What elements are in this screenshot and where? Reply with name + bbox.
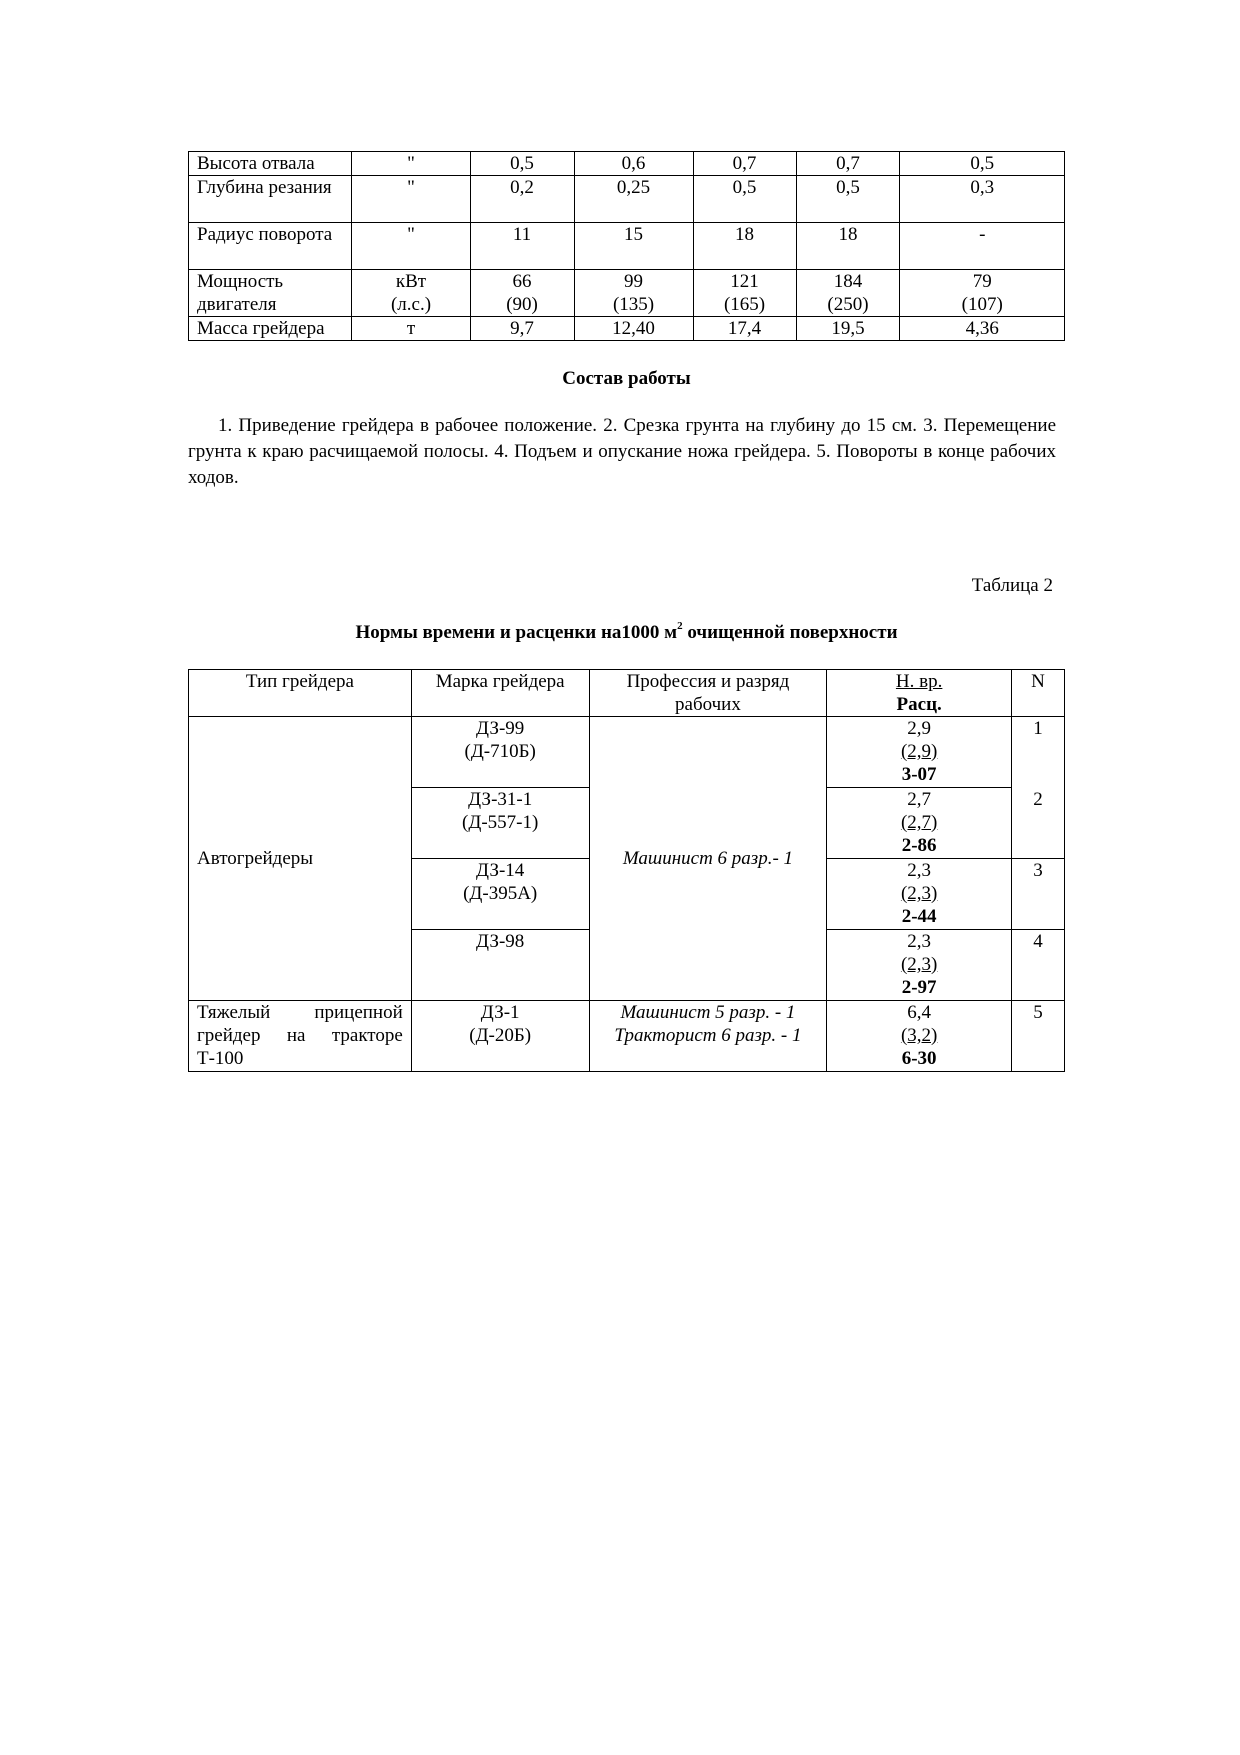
nvr-value: 2,7 (907, 789, 932, 810)
rasc-value: 3-07 (901, 764, 937, 785)
norm-cell (827, 717, 1012, 788)
param-unit: " (352, 176, 470, 223)
row-number: 2 (1012, 788, 1065, 859)
param-value: 0,2 (470, 176, 574, 223)
nvr-value: 2,3 (907, 931, 932, 952)
unit-line: кВт (395, 271, 427, 292)
brand-line: ДЗ-99 (476, 718, 525, 739)
table-row (189, 270, 1065, 317)
param-value: 0,25 (574, 176, 693, 223)
value-line: (165) (723, 294, 766, 315)
header-brand: Марка грейдера (411, 670, 589, 717)
rasc-value: 2-86 (901, 835, 937, 856)
work-heading: Состав работы (562, 368, 691, 389)
brand-line: ДЗ-1 (480, 1002, 520, 1023)
grader-type: Тяжелый прицепной грейдер на тракторе Т-100 (189, 1001, 412, 1072)
param-value: 0,7 (693, 152, 796, 176)
brand-line: (Д-710Б) (464, 741, 536, 762)
norms-table (188, 669, 1065, 1072)
grader-brand (411, 859, 589, 930)
table-number-label: Таблица 2 (971, 575, 1053, 596)
grader-brand (411, 717, 589, 788)
norms-heading-sup: 2 (677, 620, 683, 632)
table-row (189, 1001, 1065, 1072)
brand-line: ДЗ-98 (476, 931, 525, 952)
nvr-value-2: (2,9) (900, 741, 938, 762)
row-number: 5 (1012, 1001, 1065, 1072)
grader-brand (411, 930, 589, 1001)
param-unit: т (352, 317, 470, 341)
param-value: 0,5 (900, 152, 1065, 176)
profession-line: Тракторист 6 разр. - 1 (614, 1025, 802, 1046)
param-value (470, 270, 574, 317)
brand-line: ДЗ-14 (476, 860, 525, 881)
nvr-value-2: (2,3) (900, 883, 938, 904)
nvr-value-2: (2,7) (900, 812, 938, 833)
spec-table (188, 151, 1065, 341)
norms-heading (188, 622, 1065, 644)
header-nvr: Н. вр. (895, 671, 943, 692)
row-number: 3 (1012, 859, 1065, 930)
param-value (693, 270, 796, 317)
header-n: N (1012, 670, 1065, 717)
profession (589, 1001, 827, 1072)
brand-line: (Д-395А) (463, 883, 538, 904)
value-line: (250) (827, 294, 869, 315)
brand-line: ДЗ-31-1 (468, 789, 533, 810)
param-value: 0,5 (470, 152, 574, 176)
param-value: 0,5 (693, 176, 796, 223)
value-line: 79 (972, 271, 992, 292)
table-row (189, 223, 1065, 270)
param-unit: " (352, 223, 470, 270)
nvr-value: 6,4 (907, 1002, 932, 1023)
rasc-value: 2-44 (901, 906, 937, 927)
norm-cell (827, 930, 1012, 1001)
table-row (189, 176, 1065, 223)
norm-cell (827, 1001, 1012, 1072)
header-type: Тип грейдера (189, 670, 412, 717)
table-row (189, 317, 1065, 341)
param-unit (352, 270, 470, 317)
nvr-value: 2,9 (907, 718, 932, 739)
param-value: 19,5 (796, 317, 900, 341)
param-label: Глубина резания (189, 176, 352, 223)
param-value: 0,7 (796, 152, 900, 176)
param-value: 17,4 (693, 317, 796, 341)
row-number: 1 (1012, 717, 1065, 788)
param-value (900, 270, 1065, 317)
param-value: 15 (574, 223, 693, 270)
rasc-value: 6-30 (901, 1048, 937, 1069)
header-profession: Профессия и разряд рабочих (589, 670, 827, 717)
unit-line: (л.с.) (390, 294, 432, 315)
grader-type: Автогрейдеры (189, 717, 412, 1001)
value-line: 99 (624, 271, 644, 292)
param-value: 11 (470, 223, 574, 270)
value-line: (107) (961, 294, 1003, 315)
nvr-value: 2,3 (907, 860, 932, 881)
value-line: (135) (612, 294, 655, 315)
param-label: Высота отвала (189, 152, 352, 176)
norms-heading-text: Нормы времени и расценки на1000 м (355, 622, 678, 643)
table-row (189, 717, 1065, 788)
param-value: 0,3 (900, 176, 1065, 223)
grader-brand (411, 1001, 589, 1072)
norms-heading-text-end: очищенной поверхности (682, 622, 898, 643)
grader-brand (411, 788, 589, 859)
param-value: 9,7 (470, 317, 574, 341)
rasc-value: 2-97 (901, 977, 937, 998)
work-description: 1. Приведение грейдера в рабочее положение. 2. Срезка грунта на глубину до 15 см. 3. Перемещение грунта к краю расчищаемой полосы. 4. Подъем и опускание ножа грейдера. 5. Повороты в конце рабочих ходов. (188, 415, 1056, 488)
param-value: 0,5 (796, 176, 900, 223)
param-value: 18 (693, 223, 796, 270)
value-line: 121 (730, 271, 759, 292)
norm-cell (827, 859, 1012, 930)
brand-line: (Д-20Б) (469, 1025, 532, 1046)
param-label: Радиус поворота (189, 223, 352, 270)
profession: Машинист 6 разр.- 1 (589, 717, 827, 1001)
brand-line: (Д-557-1) (462, 812, 539, 833)
param-label: Масса грейдера (189, 317, 352, 341)
param-value (574, 270, 693, 317)
header-norm (827, 670, 1012, 717)
value-line: 66 (512, 271, 532, 292)
profession-line: Машинист 5 разр. - 1 (620, 1002, 796, 1023)
header-rasc: Расц. (896, 694, 942, 715)
row-number: 4 (1012, 930, 1065, 1001)
param-value: 12,40 (574, 317, 693, 341)
table-row (189, 152, 1065, 176)
value-line: (90) (506, 294, 538, 315)
nvr-value-2: (2,3) (900, 954, 938, 975)
param-label: Мощность двигателя (189, 270, 352, 317)
param-value (796, 270, 900, 317)
param-value: 18 (796, 223, 900, 270)
param-value: 0,6 (574, 152, 693, 176)
param-unit: " (352, 152, 470, 176)
table-header-row (189, 670, 1065, 717)
value-line: 184 (833, 271, 863, 292)
param-value: - (900, 223, 1065, 270)
nvr-value-2: (3,2) (900, 1025, 938, 1046)
norm-cell (827, 788, 1012, 859)
param-value: 4,36 (900, 317, 1065, 341)
